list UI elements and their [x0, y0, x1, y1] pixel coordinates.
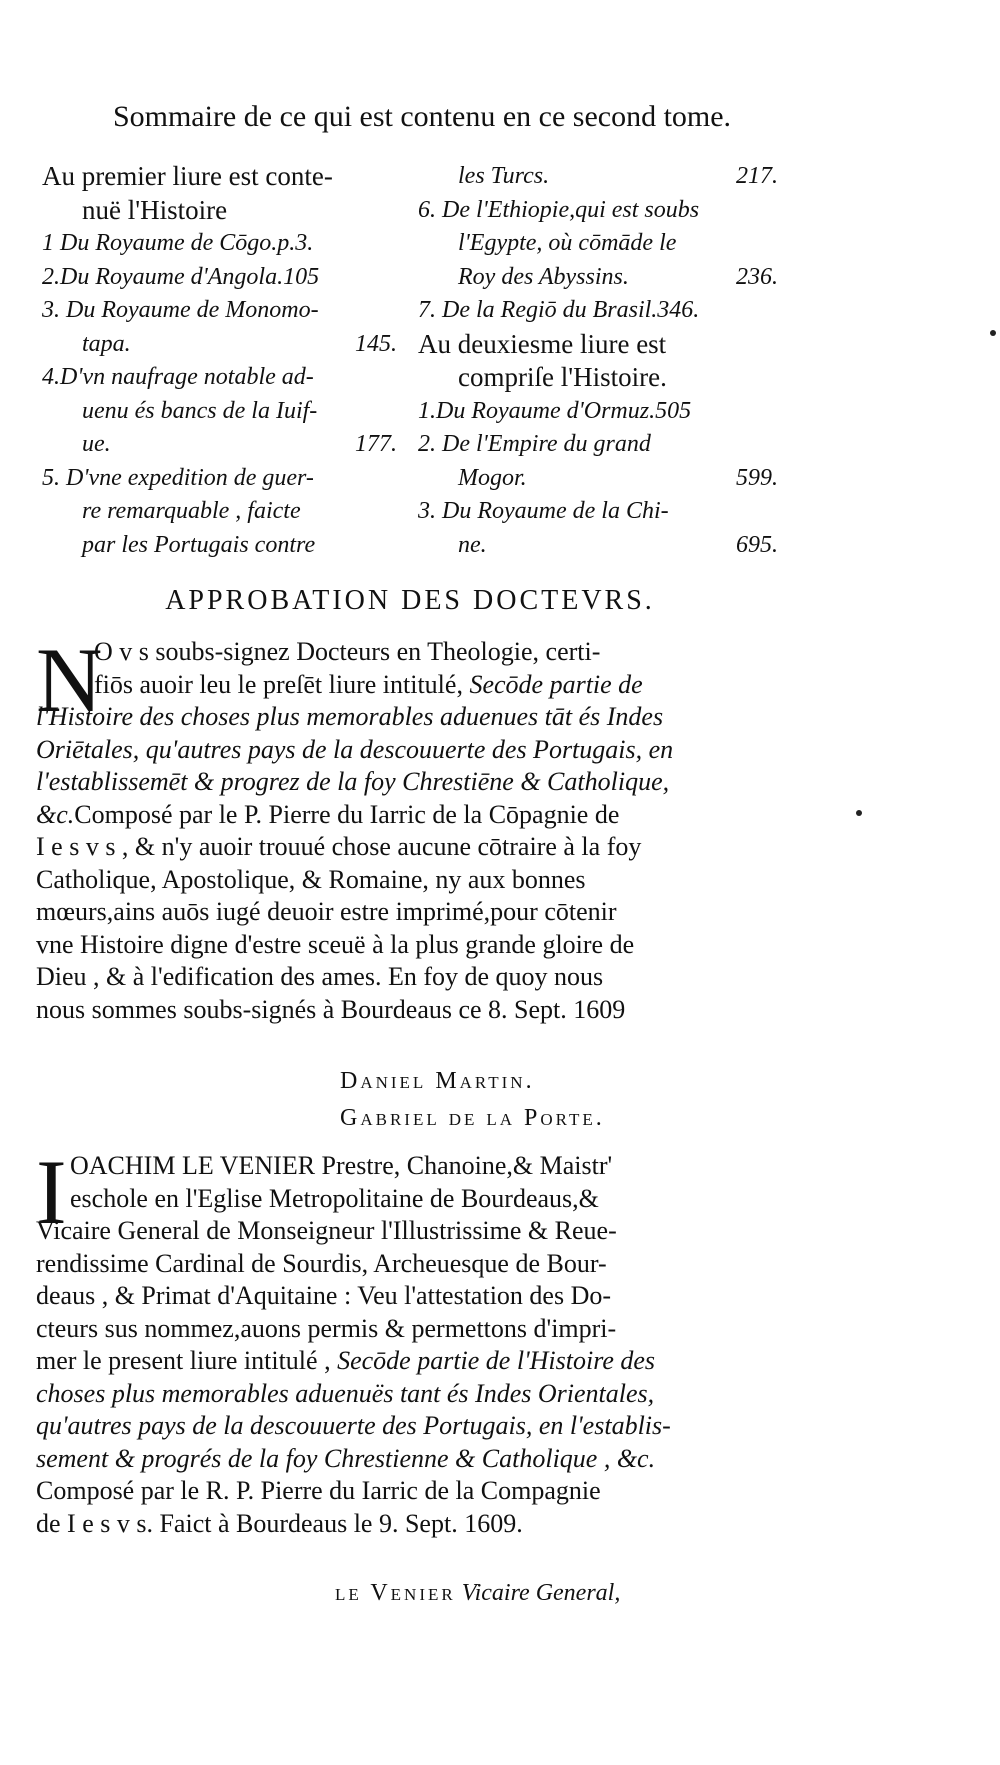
toc-entry	[418, 495, 778, 529]
toc-right-column	[418, 160, 778, 562]
toc-entry	[42, 395, 397, 429]
toc-entry	[418, 261, 778, 295]
text-segment: choses plus memorables aduenuës tant és Indes Orientales,	[36, 1378, 655, 1408]
text-segment: rendissime Cardinal de Sourdis, Archeuesque de Bour-	[36, 1248, 607, 1278]
toc-entry-text: 5. D'vne expedition de guer-	[42, 464, 314, 491]
text-line	[36, 1280, 776, 1313]
text-segment: l'Histoire des choses plus memorables aduenues tāt és Indes	[36, 702, 664, 731]
text-line	[36, 1443, 776, 1476]
toc-entry-text: ue.	[82, 431, 111, 457]
text-line	[36, 896, 776, 929]
drop-cap: I	[36, 1141, 67, 1243]
text-segment: qu'autres pays de la descouuerte des Portugais, en l'establis-	[36, 1411, 671, 1440]
toc-entry	[418, 328, 778, 362]
text-segment: mer le present liure intitulé ,	[36, 1346, 338, 1375]
toc-page-number: 599.	[736, 464, 778, 491]
text-line	[36, 766, 776, 799]
toc-entry	[42, 361, 397, 395]
text-line	[36, 1313, 776, 1346]
signature-gabriel-de-la-porte: Gabriel de la Porte.	[340, 1105, 605, 1131]
toc-entry	[418, 361, 778, 395]
approbation-heading: APPROBATION DES DOCTEVRS.	[165, 585, 655, 616]
text-segment: Composé par le P. Pierre du Iarric de la Cōpagnie de	[74, 799, 620, 829]
text-line	[36, 1508, 776, 1541]
text-line	[36, 831, 776, 864]
text-segment: Catholique, Apostolique, & Romaine, ny aux bonnes	[36, 864, 586, 894]
toc-entry-text: 2. De l'Empire du grand	[418, 431, 651, 457]
toc-entry	[42, 160, 397, 194]
toc-entry-text: 2.Du Royaume d'Angola.105	[42, 263, 320, 290]
text-segment: vne Histoire digne d'estre sceuë à la plus grande gloire de	[36, 929, 635, 959]
toc-entry	[42, 529, 397, 563]
text-segment: Secōde partie de l'Histoire des	[337, 1346, 656, 1375]
toc-entry-text: 3. Du Royaume de Monomo-	[42, 297, 319, 323]
toc-entry-text: compriſe l'Histoire.	[458, 362, 667, 392]
signature-daniel-martin: Daniel Martin.	[340, 1068, 535, 1094]
text-segment: cteurs sus nommez,auons permis & permettons d'impri-	[36, 1313, 617, 1343]
toc-entry	[42, 462, 397, 496]
toc-entry-text: 3. Du Royaume de la Chi-	[418, 498, 669, 524]
text-line	[36, 701, 776, 734]
toc-entry-text: Au deuxiesme liure est	[418, 328, 667, 359]
toc-entry	[42, 261, 397, 295]
text-line	[36, 1410, 776, 1443]
toc-entry	[418, 160, 778, 194]
text-segment: Vicaire General de Monseigneur l'Illustrissime & Reue-	[36, 1216, 617, 1245]
text-line	[36, 799, 776, 832]
text-line	[36, 1150, 776, 1183]
closing-title: Vicaire General,	[461, 1580, 621, 1606]
toc-entry-text: ne.	[458, 531, 487, 558]
text-segment: deaus , & Primat d'Aquitaine : Veu l'attestation des Do-	[36, 1281, 612, 1310]
toc-page-number: 236.	[736, 263, 778, 290]
text-segment: Composé par le R. P. Pierre du Iarric de la Compagnie	[36, 1476, 601, 1505]
toc-entry	[418, 294, 778, 328]
toc-entry	[42, 294, 397, 328]
ink-speck	[856, 810, 862, 816]
text-line	[36, 1215, 776, 1248]
toc-entry	[418, 462, 778, 496]
text-segment: eschole en l'Eglise Metropolitaine de Bourdeaus,&	[70, 1183, 599, 1213]
toc-entry	[418, 227, 778, 261]
text-line	[36, 929, 776, 962]
text-line	[36, 1345, 776, 1378]
permission-paragraph	[36, 1141, 776, 1540]
approbation-paragraph	[36, 629, 776, 1026]
text-line	[36, 1378, 776, 1411]
toc-entry-text: Roy des Abyssins.	[458, 263, 629, 290]
toc-page-number: 145.	[355, 330, 397, 357]
text-segment: mœurs,ains auōs iugé deuoir estre imprimé,pour cōtenir	[36, 897, 617, 926]
toc-entry	[42, 194, 397, 228]
text-segment: Dieu , & à l'edification des ames. En foy de quoy nous	[36, 962, 604, 991]
toc-entry-text: 7. De la Regiō du Brasil.346.	[418, 297, 700, 323]
toc-entry	[42, 428, 397, 462]
closing-signature	[335, 1580, 620, 1607]
toc-entry-text: 1 Du Royaume de Cōgo.p.3.	[42, 230, 314, 256]
text-line	[36, 734, 776, 767]
text-segment: nous sommes soubs-signés à Bourdeaus ce 8. Sept. 1609	[36, 994, 626, 1024]
toc-entry	[42, 495, 397, 529]
toc-page-number: 695.	[736, 531, 778, 558]
toc-entry-text: 1.Du Royaume d'Ormuz.505	[418, 397, 692, 424]
text-segment: I e s v s , & n'y auoir trouué chose aucune cōtraire à la foy	[36, 832, 642, 861]
toc-entry	[418, 428, 778, 462]
toc-entry-text: l'Egypte, où cōmāde le	[458, 230, 677, 256]
page-title: Sommaire de ce qui est contenu en ce second tome.	[112, 100, 732, 133]
text-line	[36, 1248, 776, 1281]
toc-entry-text: Au premier liure est conte-	[42, 161, 333, 191]
toc-page-number: 177.	[355, 431, 397, 457]
closing-name: le Venier	[335, 1580, 456, 1606]
text-segment: OACHIM LE VENIER Prestre, Chanoine,& Maistr'	[70, 1151, 613, 1180]
text-segment: l'establissemēt & progrez de la foy Chrestiēne & Catholique,	[36, 767, 670, 796]
toc-entry	[42, 328, 397, 362]
toc-left-column	[42, 160, 397, 562]
text-line	[36, 636, 776, 669]
toc-entry-text: Mogor.	[458, 464, 527, 491]
text-segment: Oriētales, qu'autres pays de la descouuerte des Portugais, en	[36, 734, 674, 764]
text-line	[36, 961, 776, 994]
text-segment: &c.	[36, 799, 75, 829]
text-segment: de I e s v s. Faict à Bourdeaus le 9. Sept. 1609.	[36, 1508, 523, 1538]
toc-entry	[418, 395, 778, 429]
toc-entry-text: re remarquable , faicte	[82, 498, 301, 524]
toc-entry	[418, 529, 778, 563]
text-line	[36, 1183, 776, 1216]
text-line	[36, 864, 776, 897]
toc-entry	[418, 194, 778, 228]
toc-page-number: 217.	[736, 163, 778, 189]
toc-entry	[42, 227, 397, 261]
toc-entry-text: uenu és bancs de la Iuif-	[82, 397, 318, 424]
toc-entry-text: nuë l'Histoire	[82, 194, 228, 225]
text-segment: fiōs auoir leu le preſēt liure intitulé,	[94, 669, 470, 699]
toc-entry-text: 6. De l'Ethiopie,qui est soubs	[418, 196, 700, 223]
toc-entry-text: tapa.	[82, 330, 131, 357]
text-segment: O v s soubs-signez Docteurs en Theologie, certi-	[94, 637, 601, 666]
ink-speck	[990, 330, 996, 336]
toc-entry-text: par les Portugais contre	[82, 531, 316, 558]
toc-entry-text: les Turcs.	[458, 163, 550, 189]
text-line	[36, 994, 776, 1027]
text-line	[36, 669, 776, 702]
text-line	[36, 1475, 776, 1508]
text-segment: Secōde partie de	[469, 669, 643, 699]
text-segment: sement & progrés de la foy Chrestienne & Catholique , &c.	[36, 1443, 656, 1473]
toc-entry-text: 4.D'vn naufrage notable ad-	[42, 364, 314, 390]
drop-cap: N	[36, 629, 103, 731]
